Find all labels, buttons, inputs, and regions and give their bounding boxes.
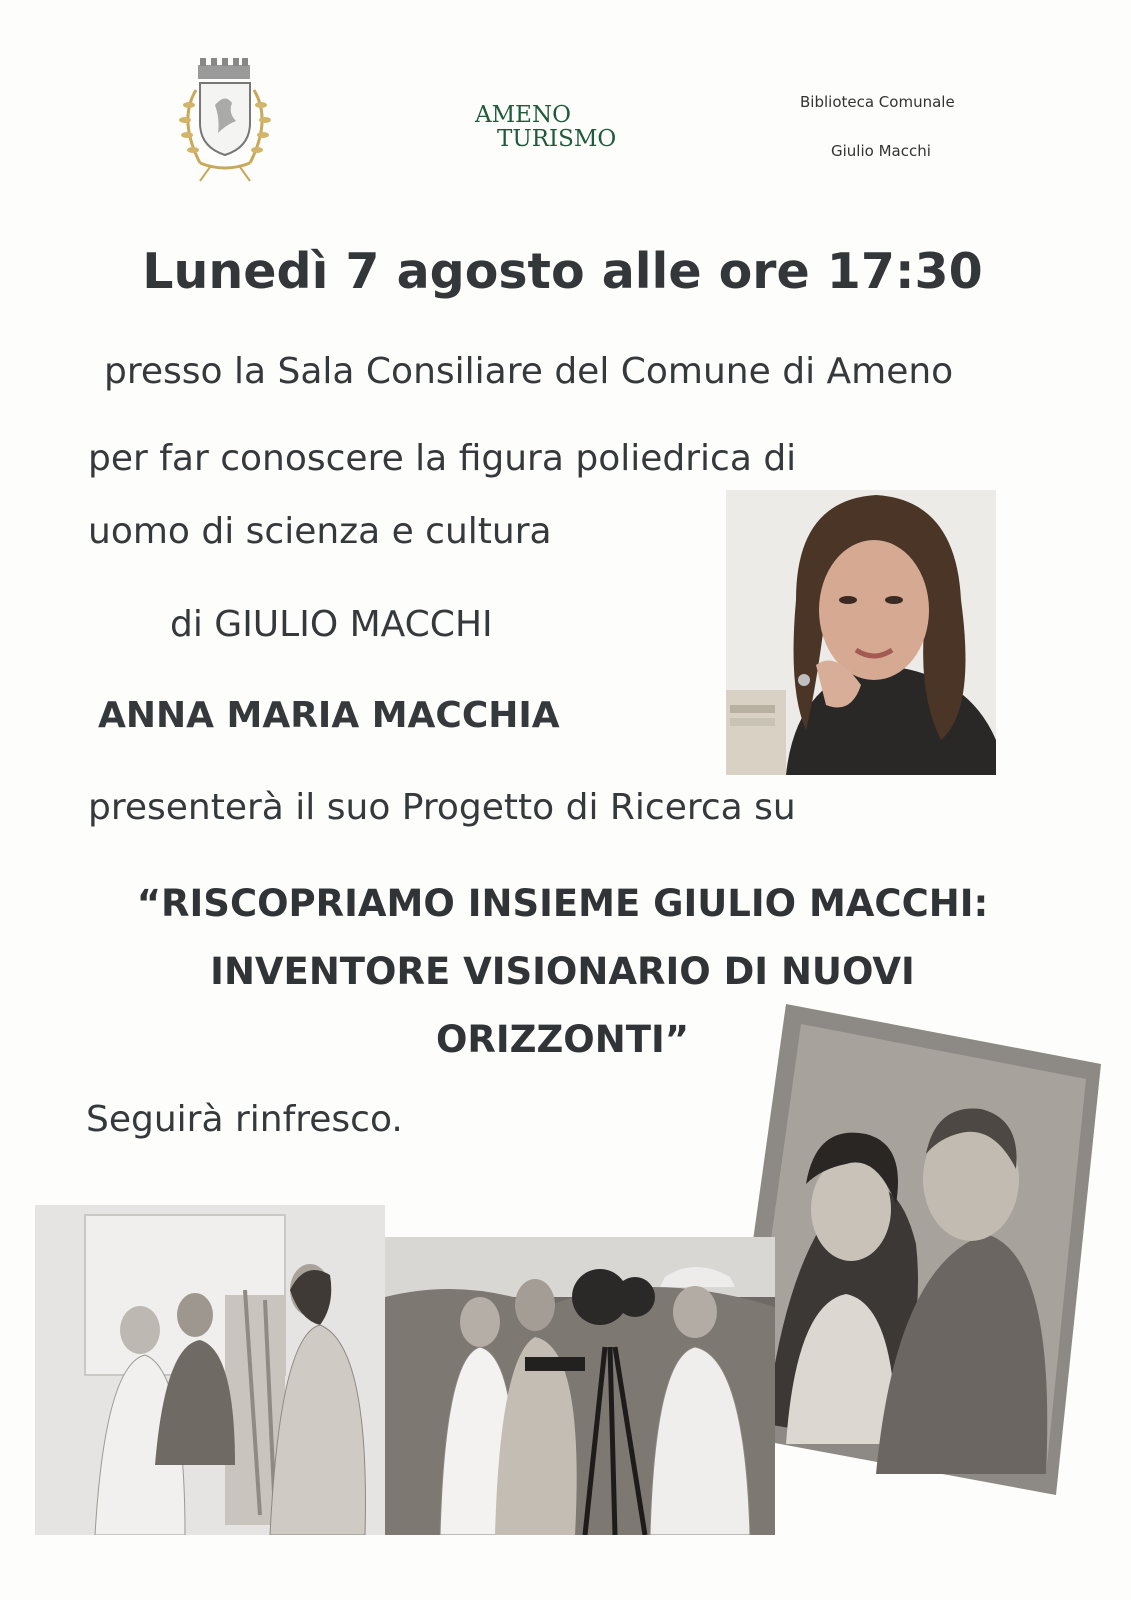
library-line2: Giulio Macchi bbox=[831, 142, 931, 160]
closing-line: Seguirà rinfresco. bbox=[86, 1099, 403, 1140]
ameno-turismo-logo bbox=[470, 103, 645, 151]
speaker-name: ANNA MARIA MACCHIA bbox=[98, 695, 560, 736]
presents-line: presenterà il suo Progetto di Ricerca su bbox=[88, 787, 796, 828]
municipal-coat-of-arms-icon bbox=[170, 55, 280, 185]
purpose-line-2: uomo di scienza e cultura bbox=[88, 511, 552, 552]
project-title-line2: INVENTORE VISIONARIO DI NUOVI bbox=[210, 950, 915, 993]
project-title-line3: ORIZZONTI” bbox=[435, 1018, 690, 1061]
event-date-heading: Lunedì 7 agosto alle ore 17:30 bbox=[142, 243, 983, 300]
venue-line: presso la Sala Consiliare del Comune di Ameno bbox=[104, 351, 954, 392]
purpose-line-1: per far conoscere la figura poliedrica di bbox=[88, 438, 797, 479]
speaker-portrait-photo bbox=[726, 490, 996, 775]
library-line1: Biblioteca Comunale bbox=[800, 93, 955, 111]
purpose-line-3: di GIULIO MACCHI bbox=[170, 604, 493, 645]
turismo-logo-line2: TURISMO bbox=[497, 126, 617, 152]
vintage-group-photo-2 bbox=[385, 1237, 775, 1535]
vintage-group-photo-1 bbox=[35, 1205, 385, 1535]
turismo-logo-line1: AMENO bbox=[475, 102, 571, 128]
vintage-couple-photo bbox=[726, 1004, 1101, 1495]
project-title-line1: “RISCOPRIAMO INSIEME GIULIO MACCHI: bbox=[136, 882, 989, 925]
